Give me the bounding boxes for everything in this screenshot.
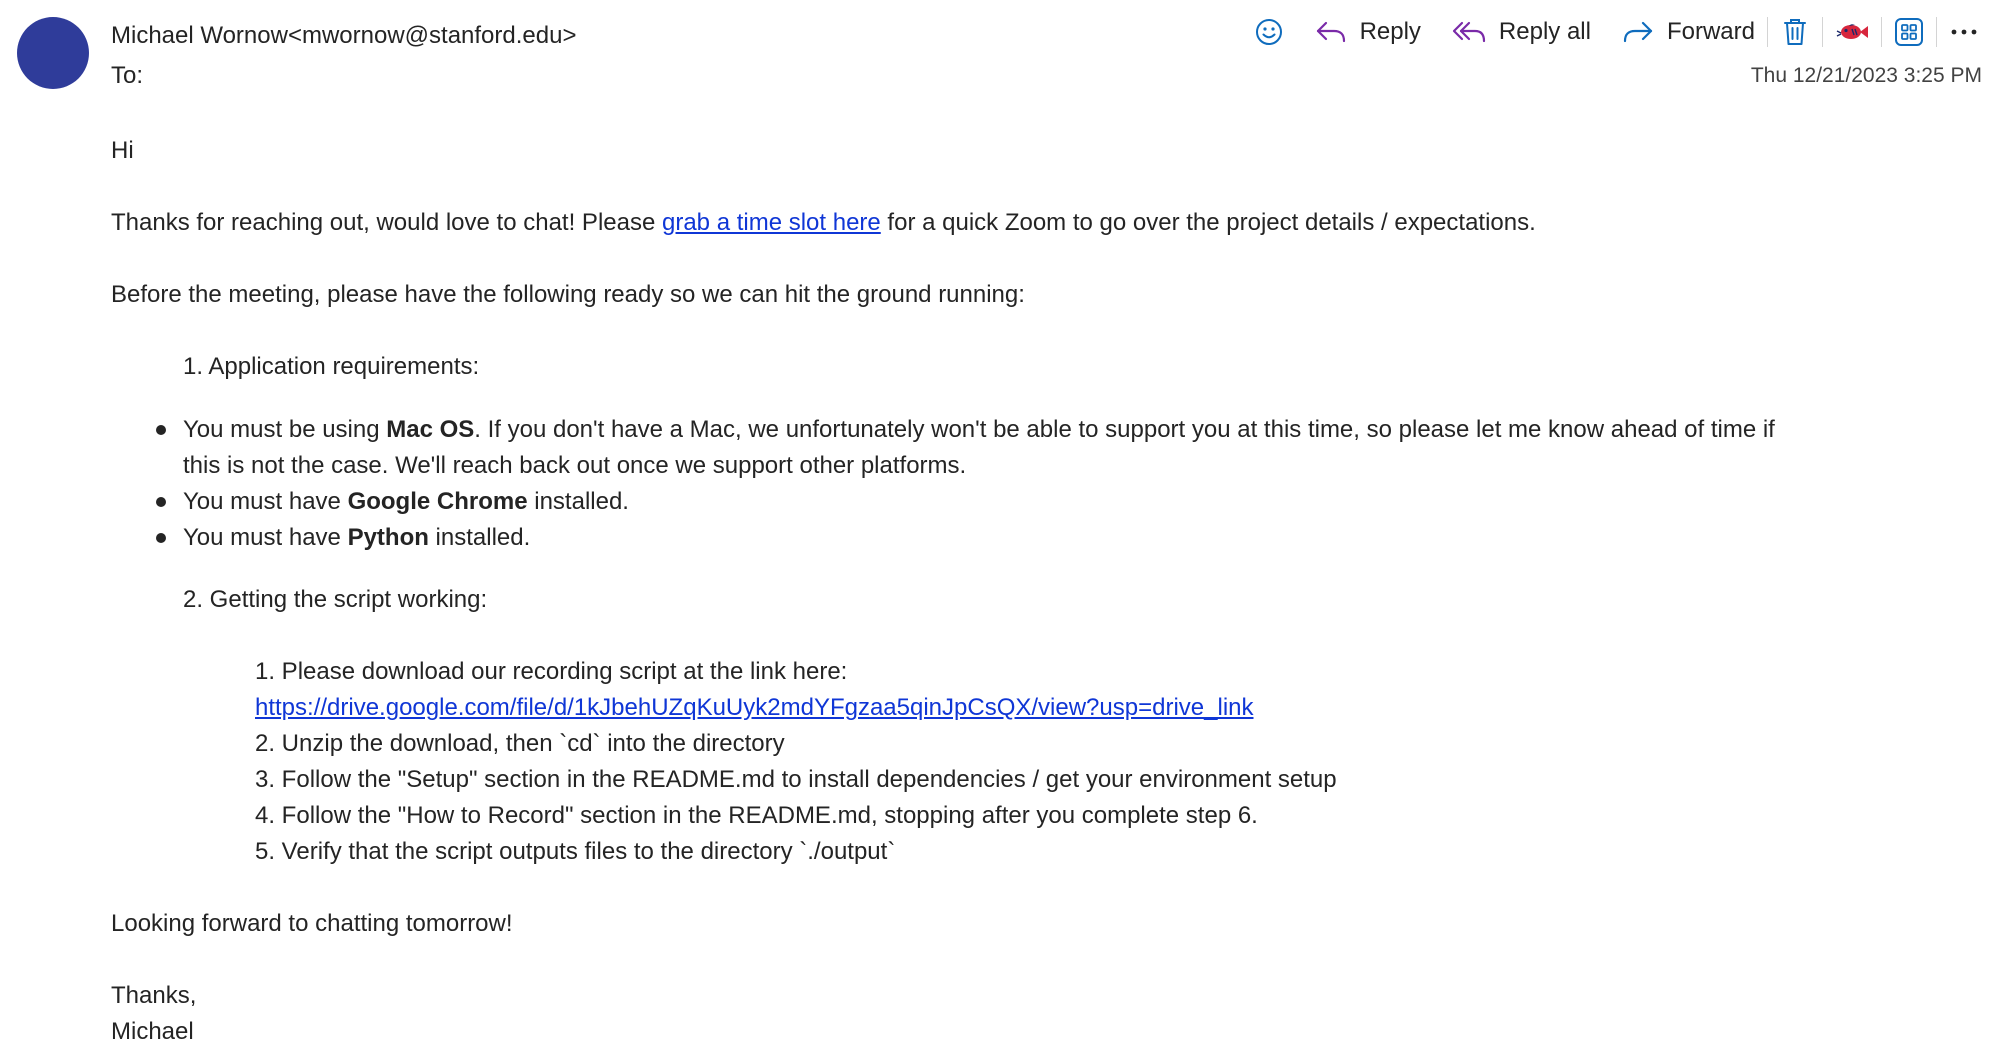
bullet-python	[183, 520, 530, 556]
toolbar-divider	[1936, 17, 1937, 47]
bullet-marker	[156, 425, 166, 435]
apps-icon	[1894, 17, 1924, 47]
sender-name[interactable]: Michael Wornow	[111, 22, 288, 49]
emoji-button[interactable]	[1246, 10, 1292, 54]
avatar[interactable]	[17, 17, 89, 89]
step-unzip: 2. Unzip the download, then `cd` into the directory	[255, 730, 785, 757]
bullet-mac-os	[183, 412, 1775, 448]
bullet-chrome	[183, 484, 629, 520]
bullet-text: You must have	[183, 524, 348, 551]
forward-icon	[1621, 17, 1655, 47]
paragraph-before-meeting: Before the meeting, please have the following ready so we can hit the ground running:	[111, 281, 1025, 308]
intro-text-after: for a quick Zoom to go over the project details / expectations.	[880, 209, 1536, 236]
reply-all-icon	[1451, 17, 1487, 47]
reply-all-label: Reply all	[1498, 18, 1591, 45]
step-verify-output: 5. Verify that the script outputs files to the directory `./output`	[255, 838, 896, 865]
paragraph-intro	[111, 205, 1536, 241]
step-download: 1. Please download our recording script at the link here:	[255, 658, 848, 685]
drive-link-line	[255, 690, 1254, 726]
reply-button[interactable]	[1306, 10, 1429, 54]
delete-icon	[1780, 16, 1810, 48]
bullet-bold: Google Chrome	[347, 488, 528, 515]
time-slot-link[interactable]: grab a time slot here	[661, 209, 881, 236]
toolbar-divider	[1881, 17, 1882, 47]
section-getting-script-working: 2. Getting the script working:	[183, 586, 488, 613]
step-setup: 3. Follow the "Setup" section in the README.md to install dependencies / get your environment setup	[255, 766, 1337, 793]
fish-app-button[interactable]	[1827, 10, 1877, 54]
bullet-bold: Mac OS	[386, 416, 475, 443]
reply-label: Reply	[1359, 18, 1421, 45]
to-label: To:	[111, 62, 144, 89]
app-fish-icon	[1835, 19, 1869, 45]
bullet-text: You must be using	[183, 416, 387, 443]
message-toolbar	[1246, 8, 1987, 56]
emoji-icon	[1254, 17, 1284, 47]
bullet-mac-os-continued: this is not the case. We'll reach back out once we support other platforms.	[183, 452, 967, 479]
signature: Michael	[111, 1018, 194, 1045]
closing-line: Looking forward to chatting tomorrow!	[111, 910, 513, 937]
bullet-text: . If you don't have a Mac, we unfortunately won't be able to support you at this time, so please let me know ahead of time if	[474, 416, 1775, 443]
greeting: Hi	[111, 137, 134, 164]
step-record: 4. Follow the "How to Record" section in the README.md, stopping after you complete step 6.	[255, 802, 1258, 829]
reply-icon	[1314, 17, 1348, 47]
forward-button[interactable]	[1613, 10, 1763, 54]
reply-all-button[interactable]	[1443, 10, 1599, 54]
bullet-text: installed.	[428, 524, 531, 551]
apps-button[interactable]	[1886, 10, 1932, 54]
bullet-text: You must have	[183, 488, 348, 515]
sender[interactable]	[111, 20, 576, 52]
forward-label: Forward	[1666, 18, 1755, 45]
section-application-requirements: 1. Application requirements:	[183, 353, 480, 380]
sender-email[interactable]: <mwornow@stanford.edu>	[287, 22, 577, 49]
more-actions-button[interactable]	[1941, 10, 1987, 54]
toolbar-divider	[1767, 17, 1768, 47]
intro-text-before: Thanks for reaching out, would love to chat! Please	[111, 209, 662, 236]
signoff: Thanks,	[111, 982, 197, 1009]
bullet-bold: Python	[347, 524, 429, 551]
more-icon	[1949, 27, 1979, 37]
bullet-marker	[156, 533, 166, 543]
sent-date: Thu 12/21/2023 3:25 PM	[1750, 64, 1982, 87]
delete-button[interactable]	[1772, 10, 1818, 54]
bullet-text: installed.	[527, 488, 629, 515]
bullet-marker	[156, 497, 166, 507]
toolbar-divider	[1822, 17, 1823, 47]
drive-download-link[interactable]: https://drive.google.com/file/d/1kJbehUZqKuUyk2mdYFgzaa5qinJpCsQX/view?usp=drive_link	[255, 694, 1254, 721]
